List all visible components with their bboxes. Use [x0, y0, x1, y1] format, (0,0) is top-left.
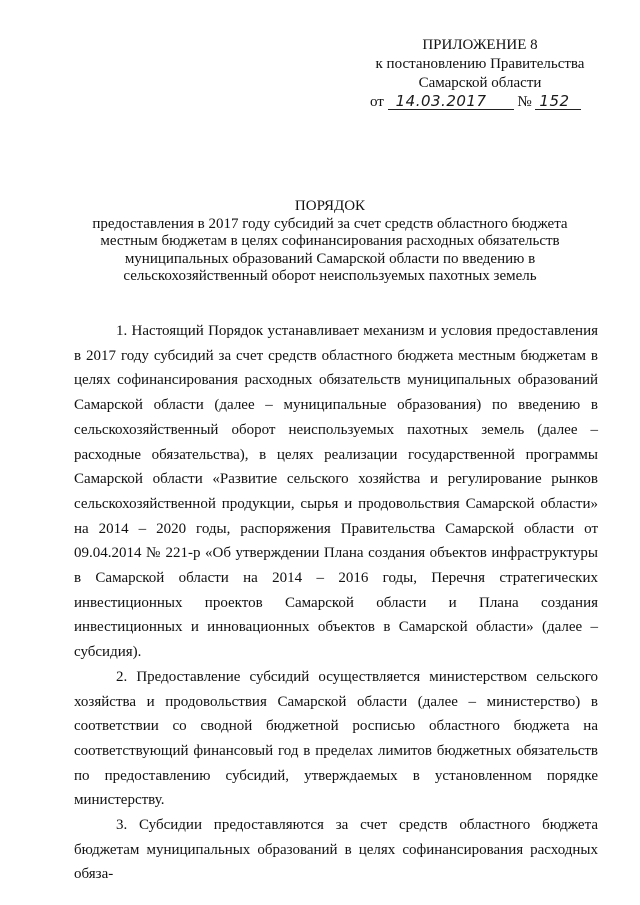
handwritten-date: 14.03.2017 [388, 93, 514, 110]
paragraph-2: 2. Предоставление субсидий осуществляется министерством сельского хозяйства и продовольствия Самарской области (далее – министерство) в соответствии со сводной бюджетной росписью областного бюджета на соответствующий финансовый год в пределах лимитов бюджетных обязательств по предоставлению субсидий, утверждаемых в установленном порядке министерству. [74, 668, 598, 809]
paragraph-1: 1. Настоящий Порядок устанавливает механизм и условия предоставления в 2017 году субсидий за счет средств областного бюджета местным бюджетам в целях софинансирования расходных обязательств муниципальных образований Самарской области (далее – муниципальные образования) по введению в сельскохозяйственный оборот неиспользуемых пахотных земель (далее – расходные обязательства), в целях реализации государственной программы Самарской области «Развитие сельского хозяйства и регулирование рынков сельскохозяйственной продукции, сырья и продовольствия Самарской области» на 2014 – 2020 годы, распоряжения Правительства Самарской области от 09.04.2014 № 221-р «Об утверждении Плана создания объектов инфраструктуры в Самарской области на 2014 – 2016 годы, Перечня стратегических инвестиционных проектов Самарской области и Плана создания инвестиционных и инновационных объектов в Самарской области» (далее – субсидия). [74, 323, 598, 661]
document-title: ПОРЯДОК [294, 198, 366, 214]
appendix-header [360, 36, 600, 112]
number-sign: № [517, 94, 532, 110]
document-subtitle: предоставления в 2017 году субсидий за счет средств областного бюджета местным бюджетам в целях софинансирования расходных обязательств муниципальных образований Самарской области по введению в сельскохозяйственный оборот неиспользуемых пахотных земель [92, 215, 568, 284]
document-title-block [60, 198, 600, 286]
handwritten-number: 152 [535, 93, 581, 110]
resolution-reference: к постановлению Правительства [375, 56, 585, 72]
document-body [74, 319, 598, 887]
paragraph-3: 3. Субсидии предоставляются за счет средств областного бюджета бюджетам муниципальных образований в целях софинансирования расходных обяза- [74, 817, 598, 883]
appendix-label: ПРИЛОЖЕНИЕ 8 [422, 37, 538, 53]
date-number-line [360, 93, 600, 112]
region-name: Самарской области [418, 75, 542, 91]
date-prefix: от [370, 94, 384, 110]
